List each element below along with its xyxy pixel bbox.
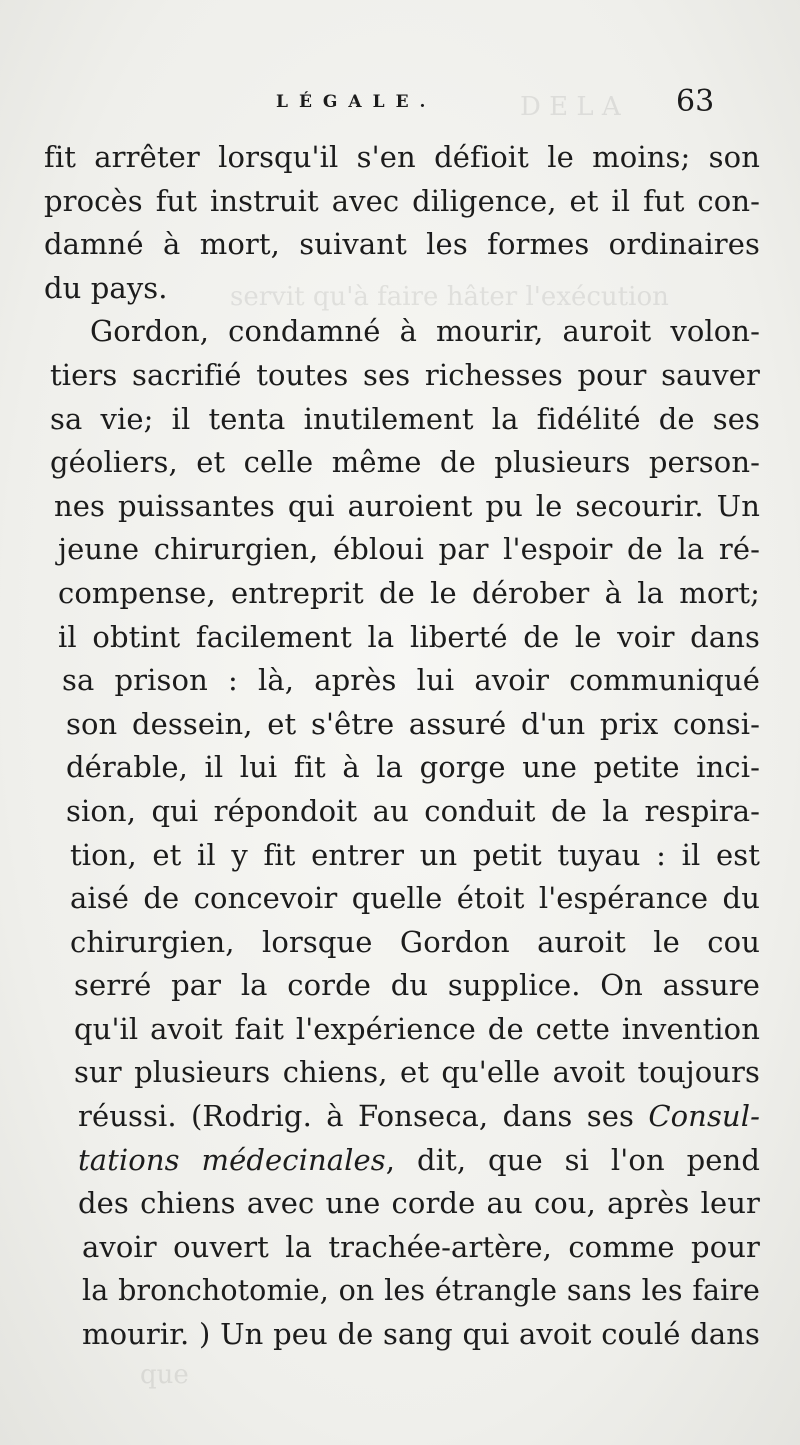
text-line: sion, qui répondoit au conduit de la respira- — [66, 793, 760, 828]
text-line: dérable, il lui fit à la gorge une petite inci- — [66, 750, 760, 785]
text-line — [44, 1095, 760, 1139]
text-line: sa prison : là, après lui avoir communiqué — [62, 663, 760, 698]
text-line: damné à mort, suivant les formes ordinaires — [44, 227, 760, 262]
page-header — [0, 84, 800, 128]
text-line: géoliers, et celle même de plusieurs person- — [50, 445, 760, 480]
text-line — [44, 1139, 760, 1183]
text-line-italic: tations médecinales — [78, 1142, 386, 1177]
text-line: jeune chirurgien, ébloui par l'espoir de la ré- — [58, 532, 760, 567]
text-line: serré par la corde du supplice. On assure — [74, 968, 760, 1003]
text-line: qu'il avoit fait l'expérience de cette invention — [74, 1011, 760, 1046]
text-line: Gordon, condamné à mourir, auroit volon- — [90, 314, 760, 349]
text-line: compense, entreprit de le dérober à la mort; — [58, 575, 760, 610]
text-line-italic: Consul- — [648, 1099, 760, 1134]
body-text — [44, 136, 760, 1357]
page-number: 63 — [676, 84, 715, 119]
text-line: procès fut instruit avec diligence, et il fut con- — [44, 183, 760, 218]
text-line: des chiens avec une corde au cou, après leur — [78, 1186, 760, 1221]
text-line: sa vie; il tenta inutilement la fidélité de ses — [50, 401, 760, 436]
text-line: du pays. — [44, 270, 168, 305]
text-line: chirurgien, lorsque Gordon auroit le cou — [70, 924, 760, 959]
text-line: aisé de concevoir quelle étoit l'espérance du — [70, 881, 760, 916]
text-line: sur plusieurs chiens, et qu'elle avoit toujours — [74, 1055, 760, 1090]
show-through-text: D E L A — [520, 92, 621, 122]
text-line-plain: réussi. (Rodrig. à Fonseca, dans ses — [78, 1099, 649, 1134]
text-line: mourir. ) Un peu de sang qui avoit coulé dans — [82, 1317, 760, 1352]
text-line: fit arrêter lorsqu'il s'en défioit le moins; son — [44, 140, 760, 174]
text-line: la bronchotomie, on les étrangle sans les faire — [82, 1274, 760, 1308]
text-line: tiers sacrifié toutes ses richesses pour sauver — [50, 357, 760, 392]
text-line: avoir ouvert la trachée-artère, comme pour — [82, 1229, 760, 1264]
show-through-text: servit qu'à faire hâter l'exécution — [230, 282, 669, 312]
text-line: tion, et il y fit entrer un petit tuyau : il est — [70, 837, 760, 872]
running-title: LÉGALE. — [276, 92, 437, 112]
text-line: nes puissantes qui auroient pu le secourir. Un — [54, 488, 760, 523]
text-line: il obtint facilement la liberté de le voir dans — [58, 619, 760, 654]
text-line-plain: , dit, que si l'on pend — [385, 1142, 760, 1177]
show-through-text: que — [140, 1360, 189, 1390]
text-line: son dessein, et s'être assuré d'un prix consi- — [66, 706, 760, 741]
